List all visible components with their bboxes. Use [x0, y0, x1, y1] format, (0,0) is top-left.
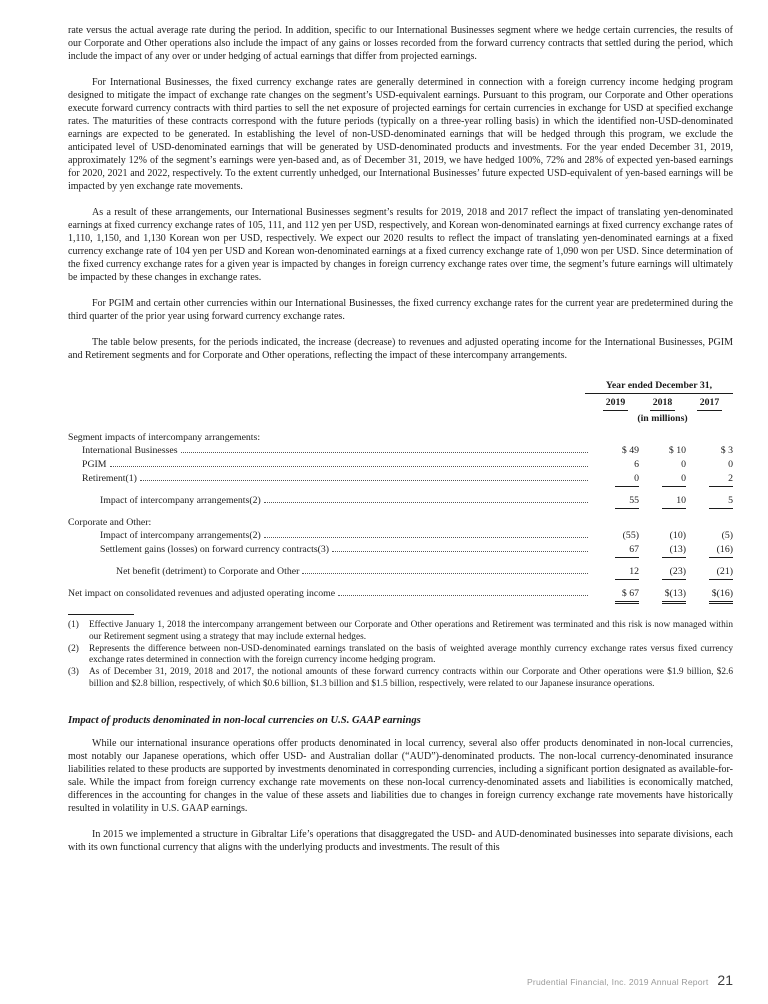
table-row — [68, 472, 733, 487]
footnote-text: As of December 31, 2019, 2018 and 2017, the notional amounts of these forward currency contracts within our Corporate and Other operations were $1.9 billion, $2.6 billion and $2.8 billion, respectively, of which $0.6 billion, $1.3 billion and $1.5 billion, respectively, were related to our Japanese insurance operations. — [89, 667, 733, 689]
page-content — [68, 24, 733, 867]
year-label: 2017 — [697, 396, 723, 411]
report-name: Prudential Financial, Inc. 2019 Annual Report — [526, 977, 709, 987]
row-label: PGIM — [82, 459, 107, 470]
table-units-row — [68, 412, 733, 425]
body-paragraph: For International Businesses, the fixed currency exchange rates are generally determined in connection with a foreign currency income hedging program designed to mitigate the impact of exchange rate changes on the segment’s USD-equivalent earnings. Pursuant to this program, our Corporate and Other operations execute forward currency contracts with third parties to sell the net exposure of projected earnings for certain currencies in exchange for USD at specified exchange rates. The maturities of these contracts correspond with the future periods (typically on a three-year rolling basis) in which the identified non-USD-denominated earnings are expected to be generated. In establishing the level of non-USD-denominated earnings that will be hedged through this program, we exclude the anticipated level of USD-denominated earnings that will be generated by USD-denominated products and investments. For the year ended December 31, 2019, approximately 12% of the segment’s earnings were yen-based and, as of December 31, 2019, we have hedged 100%, 72% and 28% of expected yen-based earnings for 2020, 2021 and 2022, respectively. To the extent currently unhedged, our International Businesses’ future expected USD-equivalent of yen-based earnings will be impacted by yen exchange rate movements. — [68, 77, 733, 192]
value-2019: $ 49 — [621, 445, 639, 456]
value-2017: $(16) — [686, 587, 733, 604]
value-2017: (5) — [721, 530, 733, 541]
dot-leader — [140, 480, 588, 481]
dot-leader — [264, 502, 588, 503]
body-paragraph: rate versus the actual average rate during the period. In addition, specific to our International Businesses segment where we hedge certain currencies, the results of our Corporate and Other operations also include the impact of any gains or losses recorded from the forward currency contracts that settled during the period, which include the impact of any over or under hedging of actual earnings that differ from projected earnings. — [68, 25, 733, 62]
table-row — [68, 431, 733, 444]
row-label: Segment impacts of intercompany arrangements: — [68, 432, 261, 443]
row-label: International Businesses — [82, 445, 178, 456]
dot-leader — [181, 452, 588, 453]
value-2017: 0 — [728, 459, 733, 470]
value-2019: 55 — [592, 494, 639, 509]
row-label: Net impact on consolidated revenues and adjusted operating income — [68, 588, 336, 599]
table-row — [68, 458, 733, 472]
page-number: 21 — [717, 972, 733, 988]
row-label: Net benefit (detriment) to Corporate and Other — [116, 566, 300, 577]
value-2019: 6 — [634, 459, 639, 470]
table-row — [68, 529, 733, 543]
value-2018: (13) — [639, 543, 686, 558]
footnote-number: (2) — [68, 643, 79, 654]
footnote — [68, 620, 733, 644]
row-label: Settlement gains (losses) on forward currency contracts(3) — [100, 544, 330, 555]
body-paragraph: The table below presents, for the periods indicated, the increase (decrease) to revenues and adjusted operating income for the International Businesses, PGIM and Retirement segments and for Corporate and Other operations, reflecting the impact of these intercompany arrangements. — [68, 337, 733, 361]
intercompany-arrangements-table — [68, 379, 733, 691]
dot-leader — [332, 551, 588, 552]
dot-leader — [264, 537, 588, 538]
table-period-title: Year ended December 31, — [585, 379, 733, 394]
footnote-text: Represents the difference between non-USD-denominated earnings translated on the basis of weighted average monthly currency exchange rates versus fixed currency exchange rates determined in connection with the foreign currency income hedging program. — [89, 643, 733, 666]
body-paragraph: In 2015 we implemented a structure in Gibraltar Life’s operations that disaggregated the USD- and AUD-denominated businesses into separate divisions, each with its own functional currency that aligns with the underlying products and investments. The result of this — [68, 828, 733, 853]
table-row — [68, 444, 733, 458]
value-2017: (16) — [686, 543, 733, 558]
row-label: Impact of intercompany arrangements(2) — [100, 495, 261, 506]
table-header-period — [68, 379, 733, 394]
body-paragraph: For PGIM and certain other currencies within our International Businesses, the fixed currency exchange rates for the current year are predetermined during the third quarter of the prior year using forward currency exchange rates. — [68, 298, 733, 322]
row-label: Retirement(1) — [82, 473, 137, 484]
table-year-columns — [68, 396, 733, 411]
value-2019: 12 — [592, 565, 639, 580]
footnote-number: (1) — [68, 620, 79, 630]
row-label: Corporate and Other: — [68, 517, 152, 528]
dot-leader — [302, 573, 588, 574]
page-footer — [527, 972, 733, 988]
table-row — [68, 516, 733, 529]
value-2017: (21) — [686, 565, 733, 580]
value-2019: 0 — [592, 472, 639, 487]
units-label: (in millions) — [637, 413, 688, 424]
value-2018: (23) — [639, 565, 686, 580]
year-column-2019 — [592, 396, 639, 411]
value-2017: 2 — [686, 472, 733, 487]
table-row-subtotal — [68, 494, 733, 509]
value-2018: $(13) — [639, 587, 686, 604]
table-row-total — [68, 587, 733, 604]
dot-leader — [338, 595, 588, 596]
year-column-2018 — [639, 396, 686, 411]
value-2017: $ 3 — [720, 445, 733, 456]
footnote-divider — [68, 614, 134, 615]
value-2019: $ 67 — [592, 587, 639, 604]
section-heading: Impact of products denominated in non-local currencies on U.S. GAAP earnings — [68, 714, 421, 726]
year-label: 2018 — [650, 396, 676, 411]
row-label: Impact of intercompany arrangements(2) — [100, 530, 261, 541]
dot-leader — [110, 466, 589, 467]
value-2018: 0 — [639, 472, 686, 487]
year-column-2017 — [686, 396, 733, 411]
value-2018: (10) — [669, 530, 686, 541]
value-2019: (55) — [622, 530, 639, 541]
value-2018: $ 10 — [668, 445, 686, 456]
table-row — [68, 543, 733, 558]
footnote-number: (3) — [68, 667, 79, 678]
value-2018: 10 — [639, 494, 686, 509]
footnote-text: Effective January 1, 2018 the intercompany arrangement between our Corporate and Other operations and Retirement was terminated and this risk is now managed within our Retirement segment using a strategy that may include external hedges. — [89, 620, 733, 642]
value-2017: 5 — [686, 494, 733, 509]
footnote — [68, 667, 733, 691]
body-paragraph: While our international insurance operations offer products denominated in local currency, several also offer products denominated in non-local currencies, most notably our Japanese operations, which offer USD- and Australian dollar (“AUD”)-denominated products. The non-local currency-denominated insurance liabilities related to these products are supported by investments denominated in corresponding currencies, including a significant portion designated as available-for-sale. While the impact from foreign currency exchange rate movements on these non-local currency-denominated assets and liabilities is economically matched, differences in the accounting for changes in the value of these assets and liabilities due to changes in foreign currency exchange rate movements have historically resulted in volatility in U.S. GAAP earnings. — [68, 737, 733, 814]
table-row-subtotal — [68, 565, 733, 580]
value-2019: 67 — [592, 543, 639, 558]
value-2018: 0 — [681, 459, 686, 470]
year-label: 2019 — [603, 396, 629, 411]
footnote — [68, 644, 733, 668]
body-paragraph: As a result of these arrangements, our International Businesses segment’s results for 2019, 2018 and 2017 reflect the impact of translating yen-denominated earnings at fixed currency exchange rates of 105, 111, and 112 yen per USD, respectively, and Korean won-denominated earnings at fixed currency exchange rates of 1,110, 1,150, and 1,130 Korean won per USD, respectively. We expect our 2020 results to reflect the impact of translating yen-denominated earnings at a fixed currency exchange rate of 104 yen per USD and Korean won-denominated earnings at a fixed currency exchange rate of 1,090 won per USD. Since determination of the fixed currency exchange rates for a given year is impacted by changes in foreign currency exchange rates over time, the segment’s future earnings will ultimately be impacted by these changes in exchange rates. — [68, 207, 733, 283]
